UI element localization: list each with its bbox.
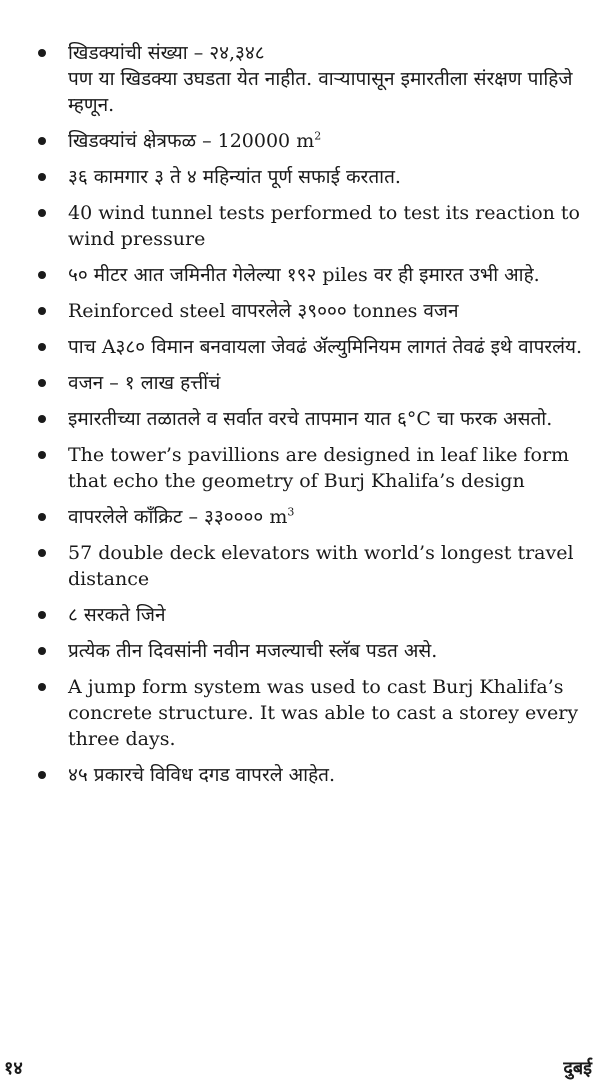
list-item (30, 40, 590, 118)
item-text: The tower’s pavillions are designed in leaf like form that echo the geometry of Burj Khalifa’s design (68, 444, 570, 492)
item-text: ३६ कामगार ३ ते ४ महिन्यांत पूर्ण सफाई करतात. (68, 166, 401, 188)
item-subtext: पण या खिडक्या उघडता येत नाहीत. वाऱ्यापासून इमारतीला संरक्षण पाहिजे म्हणून. (68, 68, 573, 116)
list-item (30, 638, 590, 664)
item-text: खिडक्यांची संख्या – २४,३४८ (68, 42, 265, 64)
bullet-icon (38, 771, 46, 779)
list-item (30, 370, 590, 396)
list-item (30, 128, 590, 154)
item-text: ५० मीटर आत जमिनीत गेलेल्या १९२ piles वर ही इमारत उभी आहे. (68, 264, 540, 286)
bullet-icon (38, 343, 46, 351)
bullet-icon (38, 647, 46, 655)
item-text: ४५ प्रकारचे विविध दगड वापरले आहेत. (68, 764, 336, 786)
item-text: वापरलेले काँक्रिट – ३३०००० m (68, 506, 288, 528)
bullet-icon (38, 137, 46, 145)
bullet-icon (38, 683, 46, 691)
bullet-icon (38, 415, 46, 423)
item-text: 40 wind tunnel tests performed to test its reaction to wind pressure (68, 202, 580, 250)
item-text: 57 double deck elevators with world’s longest travel distance (68, 542, 574, 590)
item-text: ८ सरकते जिने (68, 604, 166, 626)
page-number: १४ (4, 1058, 23, 1079)
item-text: पाच A३८० विमान बनवायला जेवढं ॲल्युमिनियम लागतं तेवढं इथे वापरलंय. (68, 336, 583, 358)
running-title: दुबई (563, 1058, 592, 1079)
bullet-icon (38, 549, 46, 557)
list-item (30, 540, 590, 592)
bullet-icon (38, 379, 46, 387)
item-text: खिडक्यांचं क्षेत्रफळ – 120000 m (68, 130, 315, 152)
list-item (30, 674, 590, 752)
bullet-icon (38, 271, 46, 279)
bullet-icon (38, 209, 46, 217)
superscript: 2 (314, 129, 322, 143)
superscript: 3 (287, 505, 295, 519)
item-text: वजन – १ लाख हत्तींचं (68, 372, 221, 394)
item-text: इमारतीच्या तळातले व सर्वात वरचे तापमान यात ६°C चा फरक असतो. (68, 408, 553, 430)
list-item (30, 762, 590, 788)
bullet-icon (38, 451, 46, 459)
bullet-icon (38, 307, 46, 315)
list-item (30, 262, 590, 288)
list-item (30, 406, 590, 432)
list-item (30, 298, 590, 324)
bullet-icon (38, 513, 46, 521)
list-item (30, 504, 590, 530)
bullet-icon (38, 611, 46, 619)
list-item (30, 334, 590, 360)
item-text: Reinforced steel वापरलेले ३९००० tonnes वजन (68, 300, 459, 322)
item-text: प्रत्येक तीन दिवसांनी नवीन मजल्याची स्लॅब पडत असे. (68, 640, 438, 662)
list-item (30, 164, 590, 190)
list-item (30, 442, 590, 494)
list-item (30, 602, 590, 628)
list-item (30, 200, 590, 252)
item-text: A jump form system was used to cast Burj Khalifa’s concrete structure. It was able to cast a storey every three days. (68, 676, 579, 750)
fact-list (30, 40, 590, 798)
bullet-icon (38, 173, 46, 181)
bullet-icon (38, 49, 46, 57)
